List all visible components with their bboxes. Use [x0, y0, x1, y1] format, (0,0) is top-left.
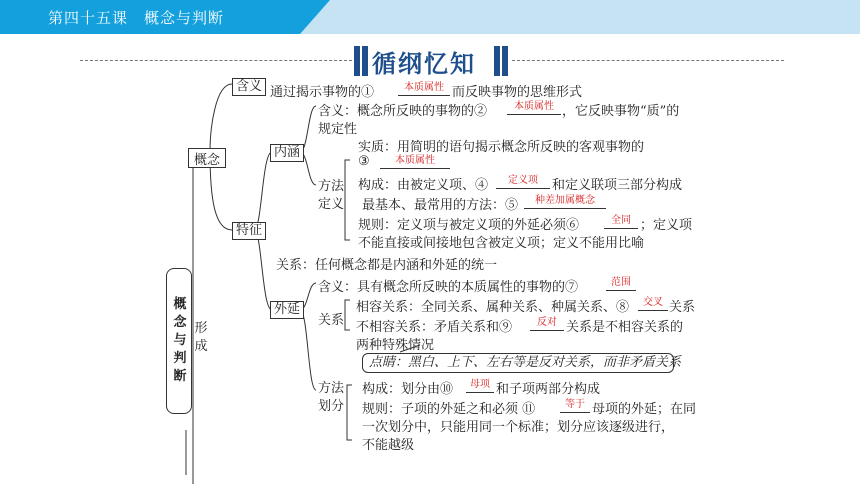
answer-6: 全同 — [604, 214, 638, 229]
in-meaning-b: ，它反映事物“质”的 — [562, 104, 680, 119]
div-rule-b: 母项的外延；在同 — [592, 402, 697, 417]
incompat-a: 不相容关系：矛盾关系和⑨ — [356, 320, 513, 335]
incompat-c: 两种特殊情况 — [356, 338, 435, 353]
feature-label: 特征 — [235, 223, 262, 238]
ext-meaning-a: 含义：具有概念所反映的本质属性的事物的⑦ — [318, 280, 579, 295]
div-rule-d: 不能越级 — [362, 438, 415, 453]
basic-a: 最基本、最常用的方法：⑤ — [362, 198, 519, 213]
div-rule-a: 规则：子项的外延之和必须 ⑪ — [362, 402, 536, 417]
answer-1: 本质属性 — [398, 81, 450, 96]
intension-label: 内涵 — [273, 145, 300, 160]
div-rule-c: 一次划分中，只能用同一个标准；划分应该逐级进行， — [362, 420, 675, 435]
answer-3: 本质属性 — [380, 154, 450, 169]
lesson-title: 第四十五课 概念与判断 — [48, 9, 225, 27]
essence-b: ③ — [358, 154, 370, 169]
incompat-b: 关系是不相容关系的 — [566, 320, 684, 335]
div-compose-b: 和子项两部分构成 — [496, 382, 601, 397]
answer-2: 本质属性 — [507, 100, 561, 115]
answer-5: 种差加属概念 — [524, 194, 606, 209]
note-text: 点睛：黑白、上下、左右等是反对关系，而非矛盾关系 — [369, 355, 682, 370]
meaning-text-b: 而反映事物的思维形式 — [452, 85, 583, 100]
method-def-label: 方法定义 — [317, 179, 344, 212]
meaning-text-a: 通过揭示事物的① — [270, 85, 375, 100]
rule-c: 不能直接或间接地包含被定义项；定义不能用比喻 — [358, 236, 645, 251]
meaning-node — [232, 78, 266, 96]
answer-7: 范围 — [606, 276, 636, 291]
title-text: 循纲忆知 — [372, 49, 476, 78]
answer-10: 母项 — [466, 378, 494, 393]
root-label: 概念与判断 — [173, 297, 187, 384]
div-compose-a: 构成：划分由⑩ — [362, 382, 454, 397]
feature-node — [232, 222, 266, 240]
concept-node — [188, 148, 226, 168]
extension-node — [270, 301, 304, 319]
in-meaning-c: 规定性 — [318, 122, 358, 137]
essence-a: 实质：用简明的语句揭示概念所反映的客观事物的 — [358, 140, 645, 155]
compat-b: 关系 — [669, 300, 696, 315]
answer-11: 等于 — [560, 398, 590, 413]
answer-4: 定义项 — [496, 174, 550, 189]
extension-label: 外延 — [273, 302, 300, 317]
rule-b: ；定义项 — [640, 218, 693, 233]
key-point-note — [362, 353, 682, 373]
compat-a: 相容关系：全同关系、属种关系、种属关系、⑧ — [356, 300, 630, 315]
answer-8: 交叉 — [638, 296, 668, 311]
meaning-label: 含义 — [235, 79, 262, 94]
answer-9: 反对 — [530, 316, 564, 331]
rule-a: 规则：定义项与被定义项的外延必须⑥ — [358, 218, 580, 233]
concept-label: 概念 — [193, 153, 220, 168]
method-div-label: 方法划分 — [317, 381, 344, 414]
in-meaning-a: 含义：概念所反映的事物的② — [318, 104, 488, 119]
intension-node — [270, 144, 304, 162]
root-node — [166, 268, 192, 414]
compose-b: 和定义联项三部分构成 — [552, 178, 683, 193]
relation-label: 关系 — [318, 313, 345, 328]
formation-label: 形成 — [194, 321, 208, 354]
compose-a: 构成：由被定义项、④ — [358, 178, 489, 193]
relation-text: 关系：任何概念都是内涵和外延的统一 — [276, 258, 498, 273]
